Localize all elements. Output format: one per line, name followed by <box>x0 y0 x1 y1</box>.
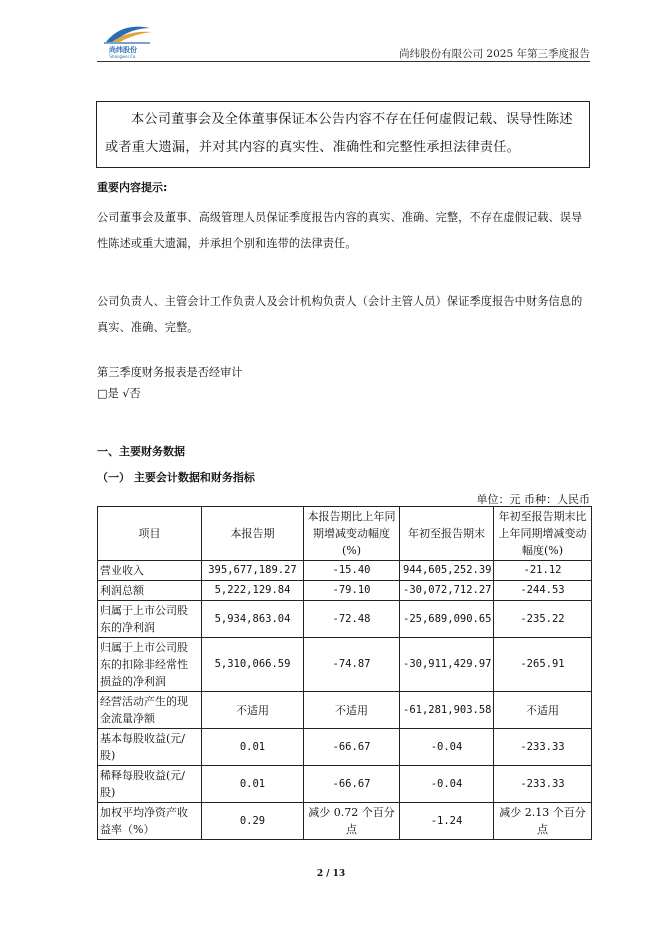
audit-answer: □是 √否 <box>97 387 141 400</box>
table-cell: -30,911,429.97 <box>400 638 494 692</box>
table-cell: 5,222,129.84 <box>202 581 304 601</box>
table-row <box>98 692 592 729</box>
table-row <box>98 581 592 601</box>
table-cell: -15.40 <box>304 561 400 581</box>
row-label: 稀释每股收益(元/股) <box>98 766 202 803</box>
table-row <box>98 766 592 803</box>
table-cell: 0.29 <box>202 803 304 840</box>
important-notes-heading: 重要内容提示: <box>97 181 168 194</box>
logo-english-name: Shangwei Co. <box>109 54 137 59</box>
table-cell: -66.67 <box>304 766 400 803</box>
table-cell: 5,934,863.04 <box>202 601 304 638</box>
column-header: 项目 <box>98 507 202 561</box>
table-cell: 395,677,189.27 <box>202 561 304 581</box>
row-label: 归属于上市公司股东的扣除非经常性损益的净利润 <box>98 638 202 692</box>
column-header: 年初至报告期末比上年同期增减变动幅度(%) <box>494 507 592 561</box>
table-row <box>98 729 592 766</box>
table-cell: -61,281,903.58 <box>400 692 494 729</box>
table-cell: -0.04 <box>400 729 494 766</box>
table-cell: 不适用 <box>304 692 400 729</box>
table-cell: 944,605,252.39 <box>400 561 494 581</box>
row-label: 加权平均净资产收益率（%） <box>98 803 202 840</box>
table-cell: 不适用 <box>202 692 304 729</box>
row-label: 归属于上市公司股东的净利润 <box>98 601 202 638</box>
table-cell: -30,072,712.27 <box>400 581 494 601</box>
page-number: 2 / 13 <box>316 869 346 879</box>
financial-info-guarantee-paragraph: 公司负责人、主管会计工作负责人及会计机构负责人（会计主管人员）保证季度报告中财务信息的真实、准确、完整。 <box>97 295 583 334</box>
table-row <box>98 561 592 581</box>
table-cell: -1.24 <box>400 803 494 840</box>
table-cell: -74.87 <box>304 638 400 692</box>
row-label: 基本每股收益(元/股) <box>98 729 202 766</box>
table-cell: -79.10 <box>304 581 400 601</box>
table-cell: -233.33 <box>494 766 592 803</box>
table-cell: -244.53 <box>494 581 592 601</box>
table-cell: 0.01 <box>202 766 304 803</box>
currency-unit-note: 单位：元 币种：人民币 <box>476 493 590 506</box>
section-main-financial-data: 一、主要财务数据 <box>97 445 185 458</box>
table-cell: -235.22 <box>494 601 592 638</box>
row-label: 利润总额 <box>98 581 202 601</box>
table-row <box>98 601 592 638</box>
column-header: 本报告期 <box>202 507 304 561</box>
table-cell: -233.33 <box>494 729 592 766</box>
column-header: 年初至报告期末 <box>400 507 494 561</box>
table-row <box>98 803 592 840</box>
report-header-title: 尚纬股份有限公司 2025 年第三季度报告 <box>399 48 590 60</box>
table-cell: 不适用 <box>494 692 592 729</box>
table-cell: 5,310,066.59 <box>202 638 304 692</box>
logo-name: 尚纬股份 <box>109 46 137 54</box>
row-label: 营业收入 <box>98 561 202 581</box>
directors-guarantee-paragraph: 公司董事会及董事、高级管理人员保证季度报告内容的真实、准确、完整，不存在虚假记载、误导性陈述或重大遗漏，并承担个别和连带的法律责任。 <box>97 211 583 250</box>
table-cell: -265.91 <box>494 638 592 692</box>
row-label: 经营活动产生的现金流量净额 <box>98 692 202 729</box>
table-header-row <box>98 507 592 561</box>
table-cell: -72.48 <box>304 601 400 638</box>
table-cell: 0.01 <box>202 729 304 766</box>
table-cell: -25,689,090.65 <box>400 601 494 638</box>
table-cell: 减少 2.13 个百分点 <box>494 803 592 840</box>
table-row <box>98 638 592 692</box>
board-disclaimer-box: 本公司董事会及全体董事保证本公告内容不存在任何虚假记载、误导性陈述或者重大遗漏，并对其内容的真实性、准确性和完整性承担法律责任。 <box>96 101 590 168</box>
table-cell: -0.04 <box>400 766 494 803</box>
table-cell: -21.12 <box>494 561 592 581</box>
column-header: 本报告期比上年同期增减变动幅度(%) <box>304 507 400 561</box>
table-cell: 减少 0.72 个百分点 <box>304 803 400 840</box>
subsection-key-indicators: （一） 主要会计数据和财务指标 <box>97 471 255 484</box>
financial-indicators-table <box>97 506 592 840</box>
header-divider <box>97 61 590 62</box>
table-cell: -66.67 <box>304 729 400 766</box>
audit-question: 第三季度财务报表是否经审计 <box>97 366 243 379</box>
